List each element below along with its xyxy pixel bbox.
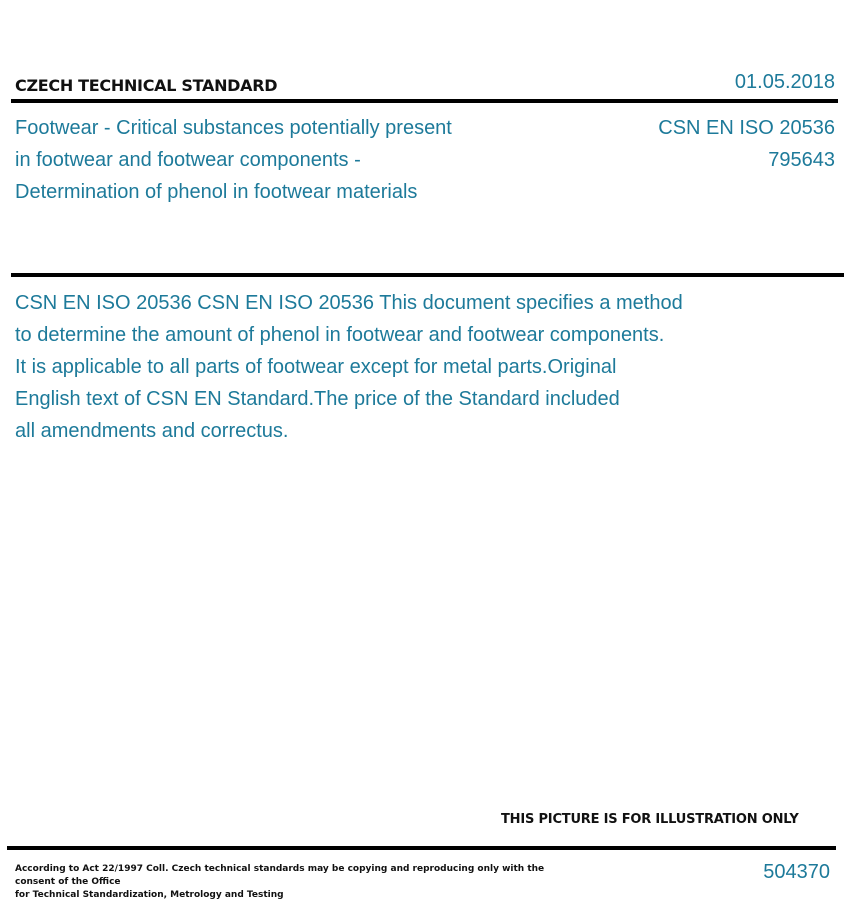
standard-title: Footwear - Critical substances potentially present in footwear and footwear components - Determination of phenol in footwear materials <box>15 117 452 203</box>
catalog-number: 795643 <box>768 149 835 171</box>
legal-notice: According to Act 22/1997 Coll. Czech technical standards may be copying and reproducing only with the consent of the Office for Technical Standardization, Metrology and Testing <box>15 864 545 900</box>
publication-date: 01.05.2018 <box>734 71 835 93</box>
footer-reference-number: 504370 <box>763 861 830 883</box>
illustration-disclaimer: THIS PICTURE IS FOR ILLUSTRATION ONLY <box>501 812 799 827</box>
footer-divider <box>7 846 836 850</box>
document-type-heading: CZECH TECHNICAL STANDARD <box>15 76 278 95</box>
standard-description: CSN EN ISO 20536 CSN EN ISO 20536 This document specifies a method to determine the amount of phenol in footwear and footwear components. It is applicable to all parts of footwear except for metal parts.Original English text of CSN EN Standard.The price of the Standard included all amendments and correctus. <box>15 292 683 442</box>
standard-code: CSN EN ISO 20536 <box>658 117 835 139</box>
header-divider <box>11 99 838 103</box>
standard-identifiers <box>658 112 835 176</box>
title-divider <box>11 273 844 277</box>
